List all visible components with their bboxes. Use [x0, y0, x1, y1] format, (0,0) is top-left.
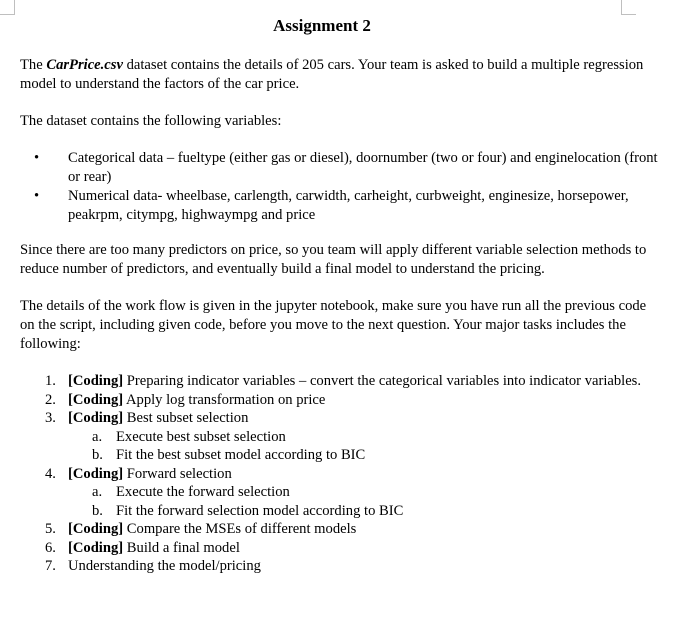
task-text: Apply log transformation on price: [123, 391, 326, 408]
task-number: 7.: [45, 558, 56, 574]
document-title: Assignment 2: [273, 16, 371, 35]
task-item: [20, 465, 660, 521]
task-tag: [Coding]: [68, 521, 124, 537]
subtask-item: [68, 483, 660, 502]
task-item: [20, 372, 660, 391]
bullet-text: Numerical data- wheelbase, carlength, carwidth, carheight, curbweight, enginesize, horsepower, peakrpm, citympg, highwaympg and price: [68, 188, 629, 223]
subtask-list: [68, 428, 660, 465]
subtask-item: [68, 502, 660, 521]
task-item: [20, 409, 660, 465]
task-text: Understanding the model/pricing: [68, 558, 261, 574]
task-number: 3.: [45, 410, 56, 426]
intro-before: The: [20, 57, 47, 73]
page-corner-mark-right: [621, 0, 636, 15]
task-tag: [Coding]: [68, 465, 124, 482]
subtask-text: Fit the forward selection model according to BIC: [116, 502, 404, 519]
task-tag: [Coding]: [68, 539, 124, 556]
subtask-list: [68, 483, 660, 520]
bullet-text: Categorical data – fueltype (either gas or diesel), doornumber (two or four) and enginelocation (front or rear): [68, 150, 658, 185]
variables-intro: The dataset contains the following variables:: [20, 113, 282, 129]
task-number: 5.: [45, 521, 56, 537]
subtask-item: [68, 446, 660, 465]
bullet-icon: •: [34, 188, 40, 204]
workflow-paragraph: The details of the work flow is given in the jupyter notebook, make sure you have run all the previous code on the script, including given code, before you move to the next question. Your major tasks includes the following:: [20, 298, 647, 352]
page-corner-mark-left: [0, 0, 15, 15]
bullet-icon: •: [34, 150, 40, 166]
subtask-text: Execute the forward selection: [116, 484, 290, 500]
task-text: Best subset selection: [123, 410, 249, 426]
list-item: [20, 149, 660, 187]
subtask-letter: a.: [92, 428, 103, 445]
task-item: [20, 520, 660, 539]
subtask-letter: b.: [92, 502, 103, 519]
dataset-filename: CarPrice.csv: [46, 57, 123, 73]
subtask-text: Fit the best subset model according to BIC: [116, 447, 366, 463]
task-number: 4.: [45, 465, 56, 482]
intro-after: dataset contains the details of 205 cars. Your team is asked to build a multiple regression model to understand the factors of the car price.: [20, 57, 644, 92]
subtask-letter: a.: [92, 484, 103, 500]
subtask-letter: b.: [92, 447, 103, 463]
list-item: [20, 187, 660, 225]
task-item: [20, 391, 660, 410]
task-number: 6.: [45, 539, 56, 556]
task-item: [20, 539, 660, 558]
task-text: Build a final model: [123, 539, 240, 556]
task-tag: [Coding]: [68, 410, 124, 426]
task-number: 1.: [45, 373, 56, 389]
task-text: Forward selection: [123, 465, 232, 482]
subtask-text: Execute best subset selection: [116, 428, 286, 445]
task-text: Preparing indicator variables – convert the categorical variables into indicator variables.: [123, 373, 642, 389]
task-item: [20, 557, 660, 576]
subtask-item: [68, 428, 660, 447]
task-list: [20, 372, 660, 576]
task-tag: [Coding]: [68, 373, 124, 389]
selection-paragraph: Since there are too many predictors on price, so you team will apply different variable selection methods to reduce number of predictors, and eventually build a final model to understand the pricing.: [20, 242, 647, 277]
document-page: [20, 16, 660, 576]
task-text: Compare the MSEs of different models: [123, 521, 357, 537]
intro-paragraph: [20, 56, 660, 94]
variables-list: [20, 149, 660, 225]
task-tag: [Coding]: [68, 391, 124, 408]
task-number: 2.: [45, 391, 56, 408]
